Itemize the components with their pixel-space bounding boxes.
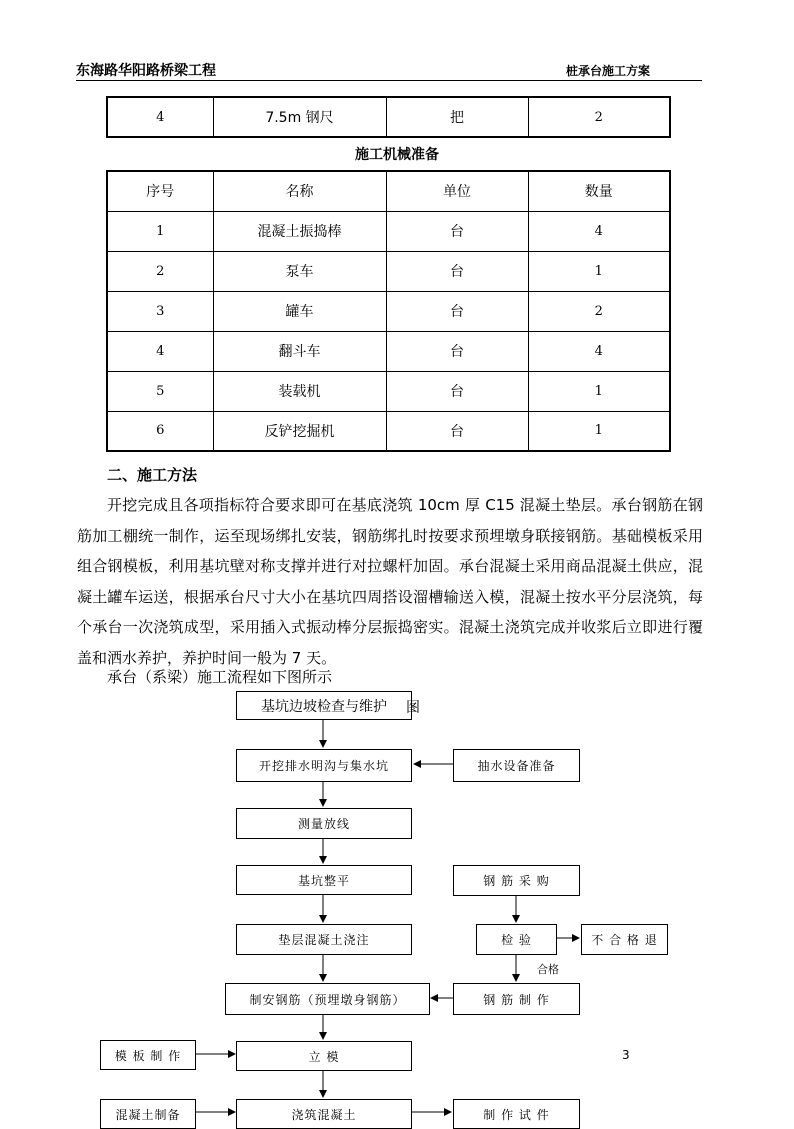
table-cell: 台 xyxy=(386,291,528,331)
table-cell: 混凝土振捣棒 xyxy=(213,211,386,251)
table-cell: 罐车 xyxy=(213,291,386,331)
flow-node-inspect: 检 验 xyxy=(476,924,557,955)
flow-node-formwork-set: 立 模 xyxy=(236,1041,412,1071)
table-cell: 4 xyxy=(107,331,213,371)
flow-intro-text: 承台（系梁）施工流程如下图所示 xyxy=(107,668,333,686)
flow-node-pit-check: 基坑边坡检查与维护 xyxy=(236,691,412,720)
table-cell: 翻斗车 xyxy=(213,331,386,371)
flow-node-formwork-make: 模 板 制 作 xyxy=(100,1040,196,1070)
flow-node-reject: 不 合 格 退 xyxy=(581,924,668,955)
flow-node-pump-prep: 抽水设备准备 xyxy=(453,749,580,782)
edge-label-pass: 合格 xyxy=(537,963,559,976)
machinery-table-title: 施工机械准备 xyxy=(355,147,439,163)
table-cell: 4 xyxy=(528,331,670,371)
table-cell: 2 xyxy=(528,97,670,137)
table-cell: 2 xyxy=(107,251,213,291)
table-cell: 4 xyxy=(107,97,213,137)
table-cell: 3 xyxy=(107,291,213,331)
column-header: 单位 xyxy=(386,171,528,211)
header-document-title: 桩承台施工方案 xyxy=(566,64,651,78)
header-project-title: 东海路华阳路桥梁工程 xyxy=(76,63,216,79)
column-header: 数量 xyxy=(528,171,670,211)
table-cell: 1 xyxy=(528,411,670,451)
table-cell: 装载机 xyxy=(213,371,386,411)
flow-node-pour: 浇筑混凝土 xyxy=(236,1099,412,1129)
table-cell: 台 xyxy=(386,371,528,411)
flow-node-drain: 开挖排水明沟与集水坑 xyxy=(236,749,412,782)
flow-node-rebar-install: 制安钢筋（预埋墩身钢筋） xyxy=(225,983,430,1015)
table-cell: 泵车 xyxy=(213,251,386,291)
table-cell: 5 xyxy=(107,371,213,411)
table-cell: 4 xyxy=(528,211,670,251)
table-cell: 2 xyxy=(528,291,670,331)
page-number: 3 xyxy=(622,1048,630,1062)
flow-node-level: 基坑整平 xyxy=(236,865,412,895)
table-cell: 反铲挖掘机 xyxy=(213,411,386,451)
flow-node-concrete-make: 混凝土制备 xyxy=(100,1099,196,1129)
flow-node-rebar-make: 钢 筋 制 作 xyxy=(453,983,580,1015)
table-cell: 1 xyxy=(528,371,670,411)
method-paragraph: 开挖完成且各项指标符合要求即可在基底浇筑 10cm 厚 C15 混凝土垫层。承台钢筋在钢筋加工棚统一制作，运至现场绑扎安装，钢筋绑扎时按要求预埋墩身联接钢筋。基础模板采用组合钢模板，利用基坑壁对称支撑并进行对拉螺杆加固。承台混凝土采用商品混凝土供应，混凝土罐车运送，根据承台尺寸大小在基坑四周搭设溜槽输送入模，混凝土按水平分层浇筑，每个承台一次浇筑成型，采用插入式振动棒分层振捣密实。混凝土浇筑完成并收浆后立即进行覆盖和洒水养护，养护时间一般为 7 天。 xyxy=(77,496,703,667)
flow-node-rebar-buy: 钢 筋 采 购 xyxy=(453,865,580,896)
table-cell: 台 xyxy=(386,411,528,451)
column-header: 序号 xyxy=(107,171,213,211)
section-heading: 二、施工方法 xyxy=(107,466,198,484)
flow-node-survey: 测量放线 xyxy=(236,808,412,839)
table-cell: 把 xyxy=(386,97,528,137)
flow-node-sample-make: 制 作 试 件 xyxy=(453,1099,580,1129)
table-cell: 7.5m 钢尺 xyxy=(213,97,386,137)
table-cell: 台 xyxy=(386,331,528,371)
column-header: 名称 xyxy=(213,171,386,211)
table-cell: 台 xyxy=(386,211,528,251)
table-cell: 1 xyxy=(528,251,670,291)
stray-character: 图 xyxy=(406,700,420,716)
table-cell: 1 xyxy=(107,211,213,251)
table-cell: 6 xyxy=(107,411,213,451)
flow-node-cushion: 垫层混凝土浇注 xyxy=(236,924,412,955)
table-cell: 台 xyxy=(386,251,528,291)
